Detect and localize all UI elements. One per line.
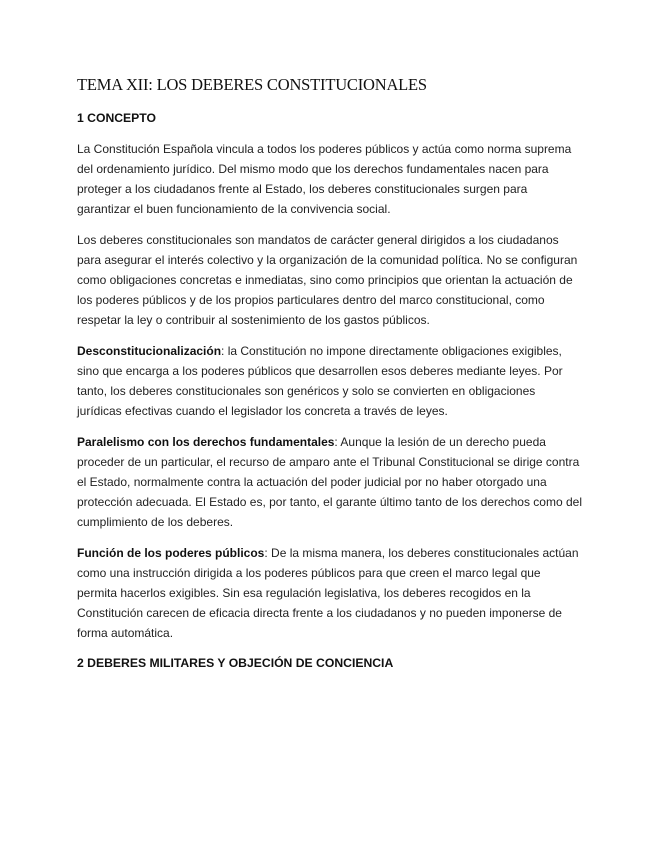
- section-heading-deberes-militares: 2 DEBERES MILITARES Y OBJECIÓN DE CONCIENCIA: [77, 656, 394, 670]
- term-funcion-poderes: Función de los poderes públicos: [77, 546, 265, 560]
- paragraph-paralelismo-text: : Aunque la lesión de un derecho pueda proceder de un particular, el recurso de amparo ante el Tribunal Constitucional se dirige contra el Estado, normalmente contra la actuación del poder judicial por no haber otorgado una protección adecuada. El Estado es, por tanto, el garante último tanto de los derechos como del cumplimiento de los deberes.: [77, 435, 582, 529]
- paragraph-desconstitucionalizacion: [77, 341, 582, 421]
- paragraph-definition: Los deberes constitucionales son mandatos de carácter general dirigidos a los ciudadanos para asegurar el interés colectivo y la organización de la comunidad política. No se configuran como obligaciones concretas e inmediatas, sino como principios que orientan la actuación de los poderes públicos y de los propios particulares dentro del marco constitucional, como respetar la ley o contribuir al sostenimiento de los gastos públicos.: [77, 233, 578, 327]
- paragraph-paralelismo: [77, 432, 582, 532]
- paragraph-desconstitucionalizacion-text: : la Constitución no impone directamente obligaciones exigibles, sino que encarga a los poderes públicos que desarrollen esos deberes mediante leyes. Por tanto, los deberes constitucionales son genéricos y solo se convierten en obligaciones jurídicas efectivas cuando el legislador los concreta a través de leyes.: [77, 344, 563, 418]
- document-title: TEMA XII: LOS DEBERES CONSTITUCIONALES: [77, 75, 427, 94]
- term-desconstitucionalizacion: Desconstitucionalización: [77, 344, 222, 358]
- term-paralelismo: Paralelismo con los derechos fundamentales: [77, 435, 335, 449]
- section-heading-concepto: 1 CONCEPTO: [77, 111, 157, 125]
- paragraph-funcion: [77, 543, 582, 643]
- document-content: [77, 72, 582, 684]
- paragraph-funcion-text: : De la misma manera, los deberes constitucionales actúan como una instrucción dirigida a los poderes públicos para que creen el marco legal que permita hacerlos exigibles. Sin esa regulación legislativa, los deberes recogidos en la Constitución carecen de eficacia directa frente a los ciudadanos y no pueden imponerse de forma automática.: [77, 546, 579, 640]
- paragraph-intro: La Constitución Española vincula a todos los poderes públicos y actúa como norma suprema del ordenamiento jurídico. Del mismo modo que los derechos fundamentales nacen para proteger a los ciudadanos frente al Estado, los deberes constitucionales surgen para garantizar el buen funcionamiento de la convivencia social.: [77, 142, 572, 216]
